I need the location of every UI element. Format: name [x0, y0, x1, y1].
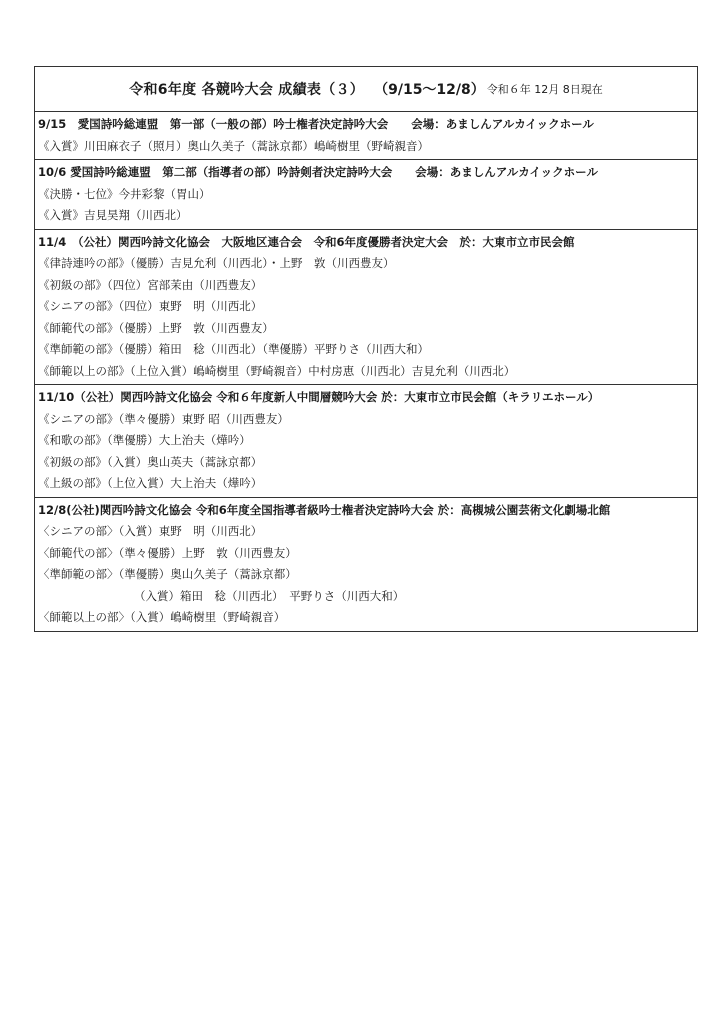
competition-section [35, 160, 697, 230]
result-line: 〈師範以上の部〉（入賞）嶋崎樹里（野崎親音） [38, 610, 286, 624]
result-line: 〈準師範の部〉（準優勝）奥山久美子（蒿詠京都） [38, 567, 297, 581]
result-line: 《シニアの部》（準々優勝）東野 昭（川西豊友） [38, 411, 289, 426]
result-line: 《初級の部》（入賞）奥山英夫（蒿詠京都） [38, 454, 263, 469]
results-sheet [34, 66, 698, 632]
result-line: 《決勝・七位》今井彩黎（胃山） [38, 186, 211, 201]
as-of-date: 令和６年 12月 8日現在 [486, 83, 603, 96]
result-line: （入賞）箱田 稔（川西北） 平野りさ（川西大和） [134, 588, 405, 603]
title-period: （9/15～12/8） [374, 82, 485, 98]
competition-section [35, 230, 697, 386]
title-row [35, 67, 697, 112]
result-line: 《シニアの部》（四位）東野 明（川西北） [38, 299, 263, 313]
competition-section [35, 385, 697, 498]
result-line: 《師範以上の部》（上位入賞）嶋崎樹里（野崎親音）中村房恵（川西北）吉見允利（川西北） [38, 363, 516, 378]
competition-heading: 10/6 愛国詩吟総連盟 第二部（指導者の部）吟詩剣者決定詩吟大会 会場：あましんアルカイックホール [38, 165, 598, 179]
result-line: 《入賞》吉見昊翔（川西北） [38, 208, 188, 222]
competition-heading: 11/4 （公社）関西吟詩文化協会 大阪地区連合会 令和6年度優勝者決定大会 於：大東市立市民会館 [38, 234, 575, 249]
competition-section [35, 112, 697, 160]
competition-heading: 11/10（公社）関西吟詩文化協会 令和６年度新人中間層競吟大会 於：大東市立市民会館（キラリエホール） [38, 390, 600, 404]
competition-section [35, 498, 697, 631]
result-line: 〈師範代の部〉（準々優勝）上野 敦（川西豊友） [38, 545, 297, 560]
page-title: 令和6年度 各競吟大会 成績表（３） [129, 82, 365, 98]
result-line: 〈シニアの部〉（入賞）東野 明（川西北） [38, 524, 263, 538]
result-line: 《初級の部》（四位）宮部茉由（川西豊友） [38, 277, 263, 292]
result-line: 《準師範の部》（優勝）箱田 稔（川西北）（準優勝）平野りさ（川西大和） [38, 342, 429, 356]
competition-heading: 12/8(公社)関西吟詩文化協会 令和6年度全国指導者級吟士権者決定詩吟大会 於：高槻城公園芸術文化劇場北館 [38, 502, 611, 517]
result-line: 《入賞》川田麻衣子（照月）奥山久美子（蒿詠京都）嶋崎樹里（野崎親音） [38, 138, 429, 153]
result-line: 《師範代の部》（優勝）上野 敦（川西豊友） [38, 320, 274, 335]
result-line: 《律詩連吟の部》（優勝）吉見允利（川西北）・上野 敦（川西豊友） [38, 256, 395, 270]
result-line: 《上級の部》（上位入賞）大上治夫（燁吟） [38, 476, 263, 490]
competition-heading: 9/15 愛国詩吟総連盟 第一部（一般の部）吟士権者決定詩吟大会 会場：あましんアルカイックホール [38, 117, 594, 131]
result-line: 《和歌の部》（準優勝）大上治夫（燁吟） [38, 433, 251, 447]
